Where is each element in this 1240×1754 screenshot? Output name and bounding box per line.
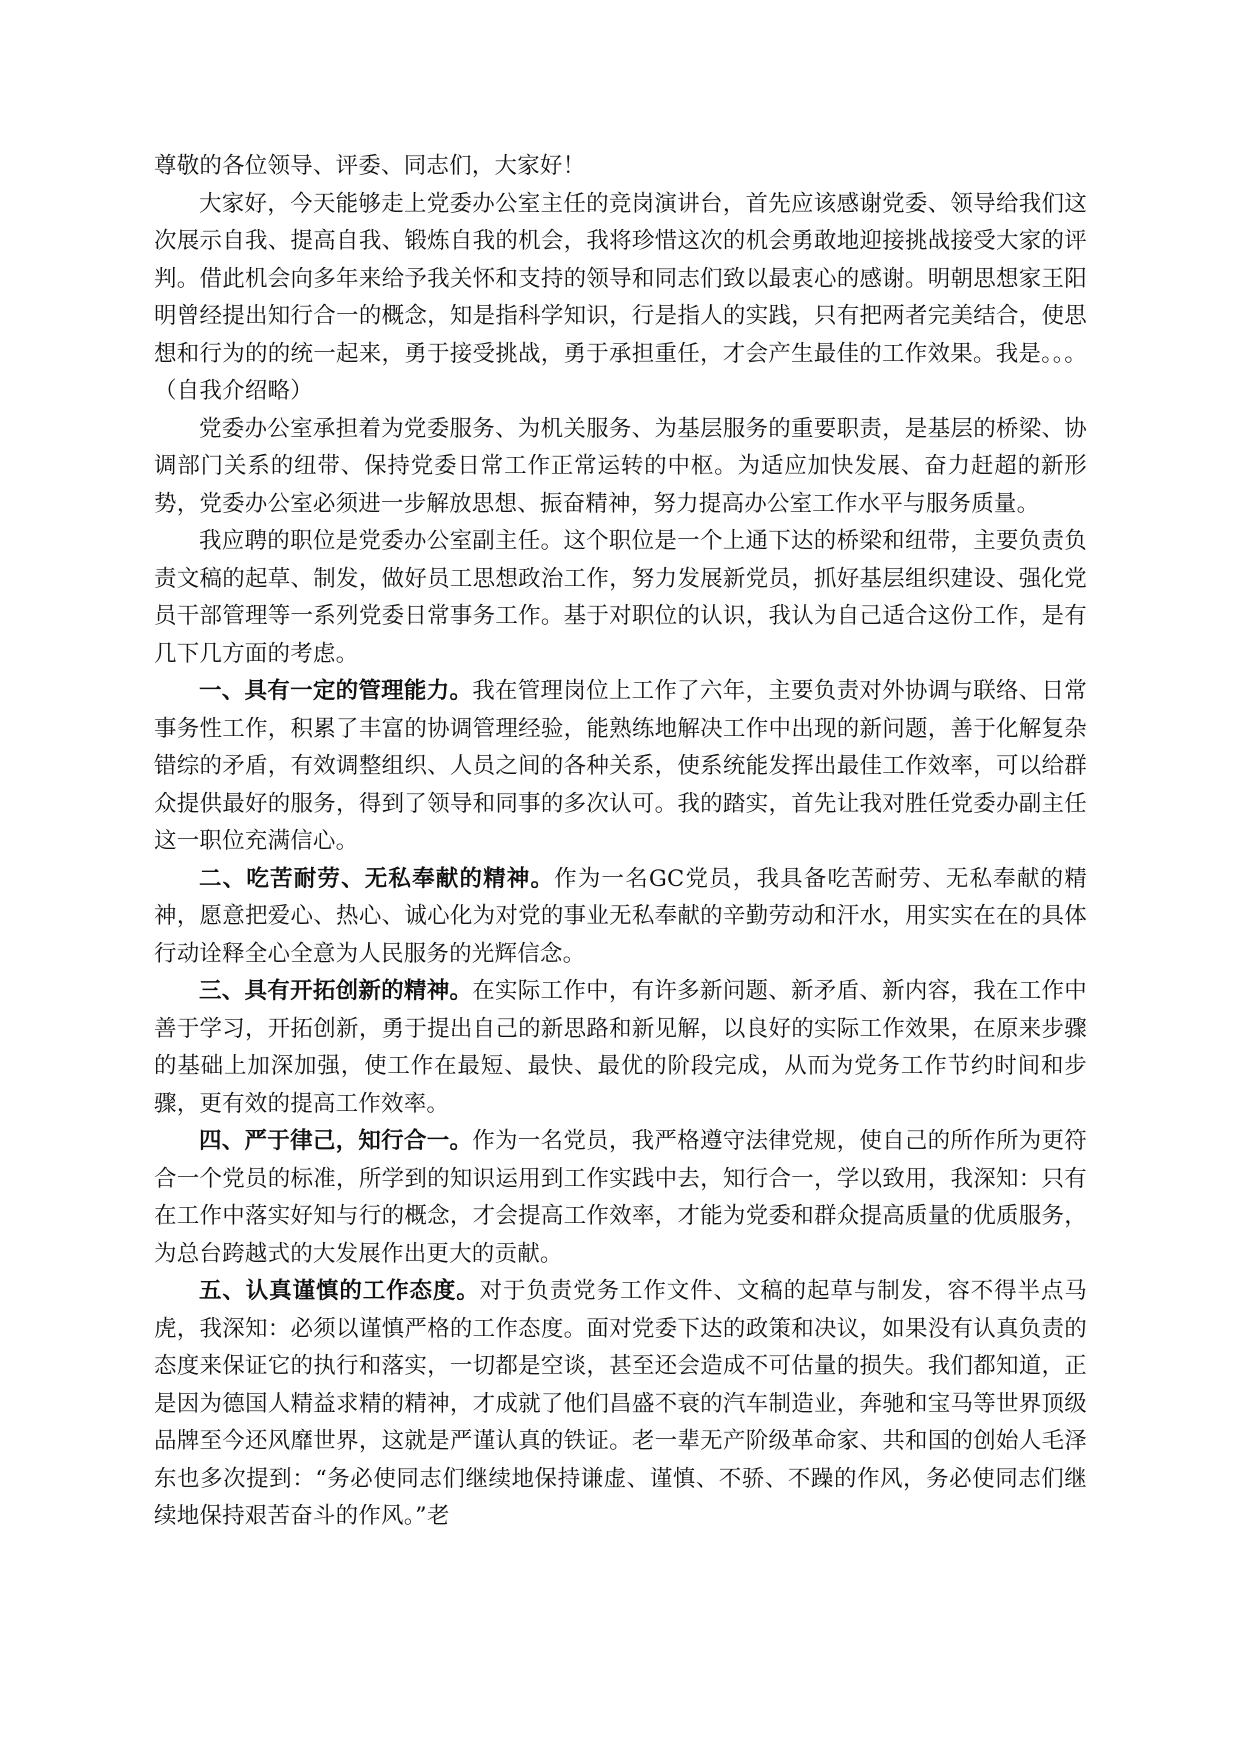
point-paragraph-1: [154, 673, 1087, 861]
point-heading: 三、具有开拓创新的精神。: [199, 978, 473, 1004]
point-paragraph-4: [154, 1123, 1087, 1273]
point-text: 作为一名党员，我严格遵守法律党规，使自己的所作所为更符合一个党员的标准，所学到的知识运用到工作实践中去，知行合一，学以致用，我深知：只有在工作中落实好知与行的概念，才会提高工作效率，才能为党委和群众提高质量的优质服务，为总台跨越式的大发展作出更大的贡献。: [154, 1128, 1087, 1267]
point-paragraph-3: [154, 973, 1087, 1123]
position-paragraph: 我应聘的职位是党委办公室副主任。这个职位是一个上通下达的桥梁和纽带，主要负责负责文稿的起草、制发，做好员工思想政治工作，努力发展新党员，抓好基层组织建设、强化党员干部管理等一系列党委日常事务工作。基于对职位的认识，我认为自己适合这份工作，是有几下几方面的考虑。: [154, 528, 1087, 667]
office-role-paragraph: 党委办公室承担着为党委服务、为机关服务、为基层服务的重要职责，是基层的桥梁、协调部门关系的纽带、保持党委日常工作正常运转的中枢。为适应加快发展、奋力赶超的新形势，党委办公室必须进一步解放思想、振奋精神，努力提高办公室工作水平与服务质量。: [154, 415, 1087, 517]
point-paragraph-2: [154, 861, 1087, 974]
point-text: 作为一名GC党员，我具备吃苦耐劳、无私奉献的精神，愿意把爱心、热心、诚心化为对党的事业无私奉献的辛勤劳动和汗水，用实实在在的具体行动诠释全心全意为人民服务的光辉信念。: [154, 865, 1087, 967]
point-paragraph-5: [154, 1273, 1087, 1536]
greeting-paragraph: 尊敬的各位领导、评委、同志们，大家好！: [154, 153, 586, 179]
point-heading: 二、吃苦耐劳、无私奉献的精神。: [199, 865, 555, 892]
point-text: 对于负责党务工作文件、文稿的起草与制发，容不得半点马虎，我深知：必须以谨慎严格的工作态度。面对党委下达的政策和决议，如果没有认真负责的态度来保证它的执行和落实，一切都是空谈，甚至还会造成不可估量的损失。我们都知道，正是因为德国人精益求精的精神，才成就了他们昌盛不衰的汽车制造业，奔驰和宝马等世界顶级品牌至今还风靡世界，这就是严谨认真的铁证。老一辈无产阶级革命家、共和国的创始人毛泽东也多次提到：“务必使同志们继续地保持谦虚、谨慎、不骄、不躁的作风，务必使同志们继续地保持艰苦奋斗的作风。”老: [154, 1278, 1087, 1529]
point-text: 在实际工作中，有许多新问题、新矛盾、新内容，我在工作中善于学习，开拓创新，勇于提出自己的新思路和新见解，以良好的实际工作效果，在原来步骤的基础上加深加强，使工作在最短、最快、最优的阶段完成，从而为党务工作节约时间和步骤，更有效的提高工作效率。: [154, 978, 1087, 1117]
intro-paragraph: 大家好，今天能够走上党委办公室主任的竞岗演讲台，首先应该感谢党委、领导给我们这次展示自我、提高自我、锻炼自我的机会，我将珍惜这次的机会勇敢地迎接挑战接受大家的评判。借此机会向多年来给予我关怀和支持的领导和同志们致以最衷心的感谢。明朝思想家王阳明曾经提出知行合一的概念，知是指科学知识，行是指人的实践，只有把两者完美结合，使思想和行为的的统一起来，勇于接受挑战，勇于承担重任，才会产生最佳的工作效果。我是。。。（自我介绍略）: [154, 190, 1087, 404]
point-heading: 一、具有一定的管理能力。: [199, 678, 473, 704]
point-text: 我在管理岗位上工作了六年，主要负责对外协调与联络、日常事务性工作，积累了丰富的协调管理经验，能熟练地解决工作中出现的新问题，善于化解复杂错综的矛盾，有效调整组织、人员之间的各种关系，使系统能发挥出最佳工作效率，可以给群众提供最好的服务，得到了领导和同事的多次认可。我的踏实，首先让我对胜任党委办副主任这一职位充满信心。: [154, 678, 1087, 854]
point-heading: 四、严于律己，知行合一。: [199, 1128, 473, 1154]
document-page: [154, 148, 1087, 1536]
point-heading: 五、认真谨慎的工作态度。: [199, 1278, 480, 1304]
